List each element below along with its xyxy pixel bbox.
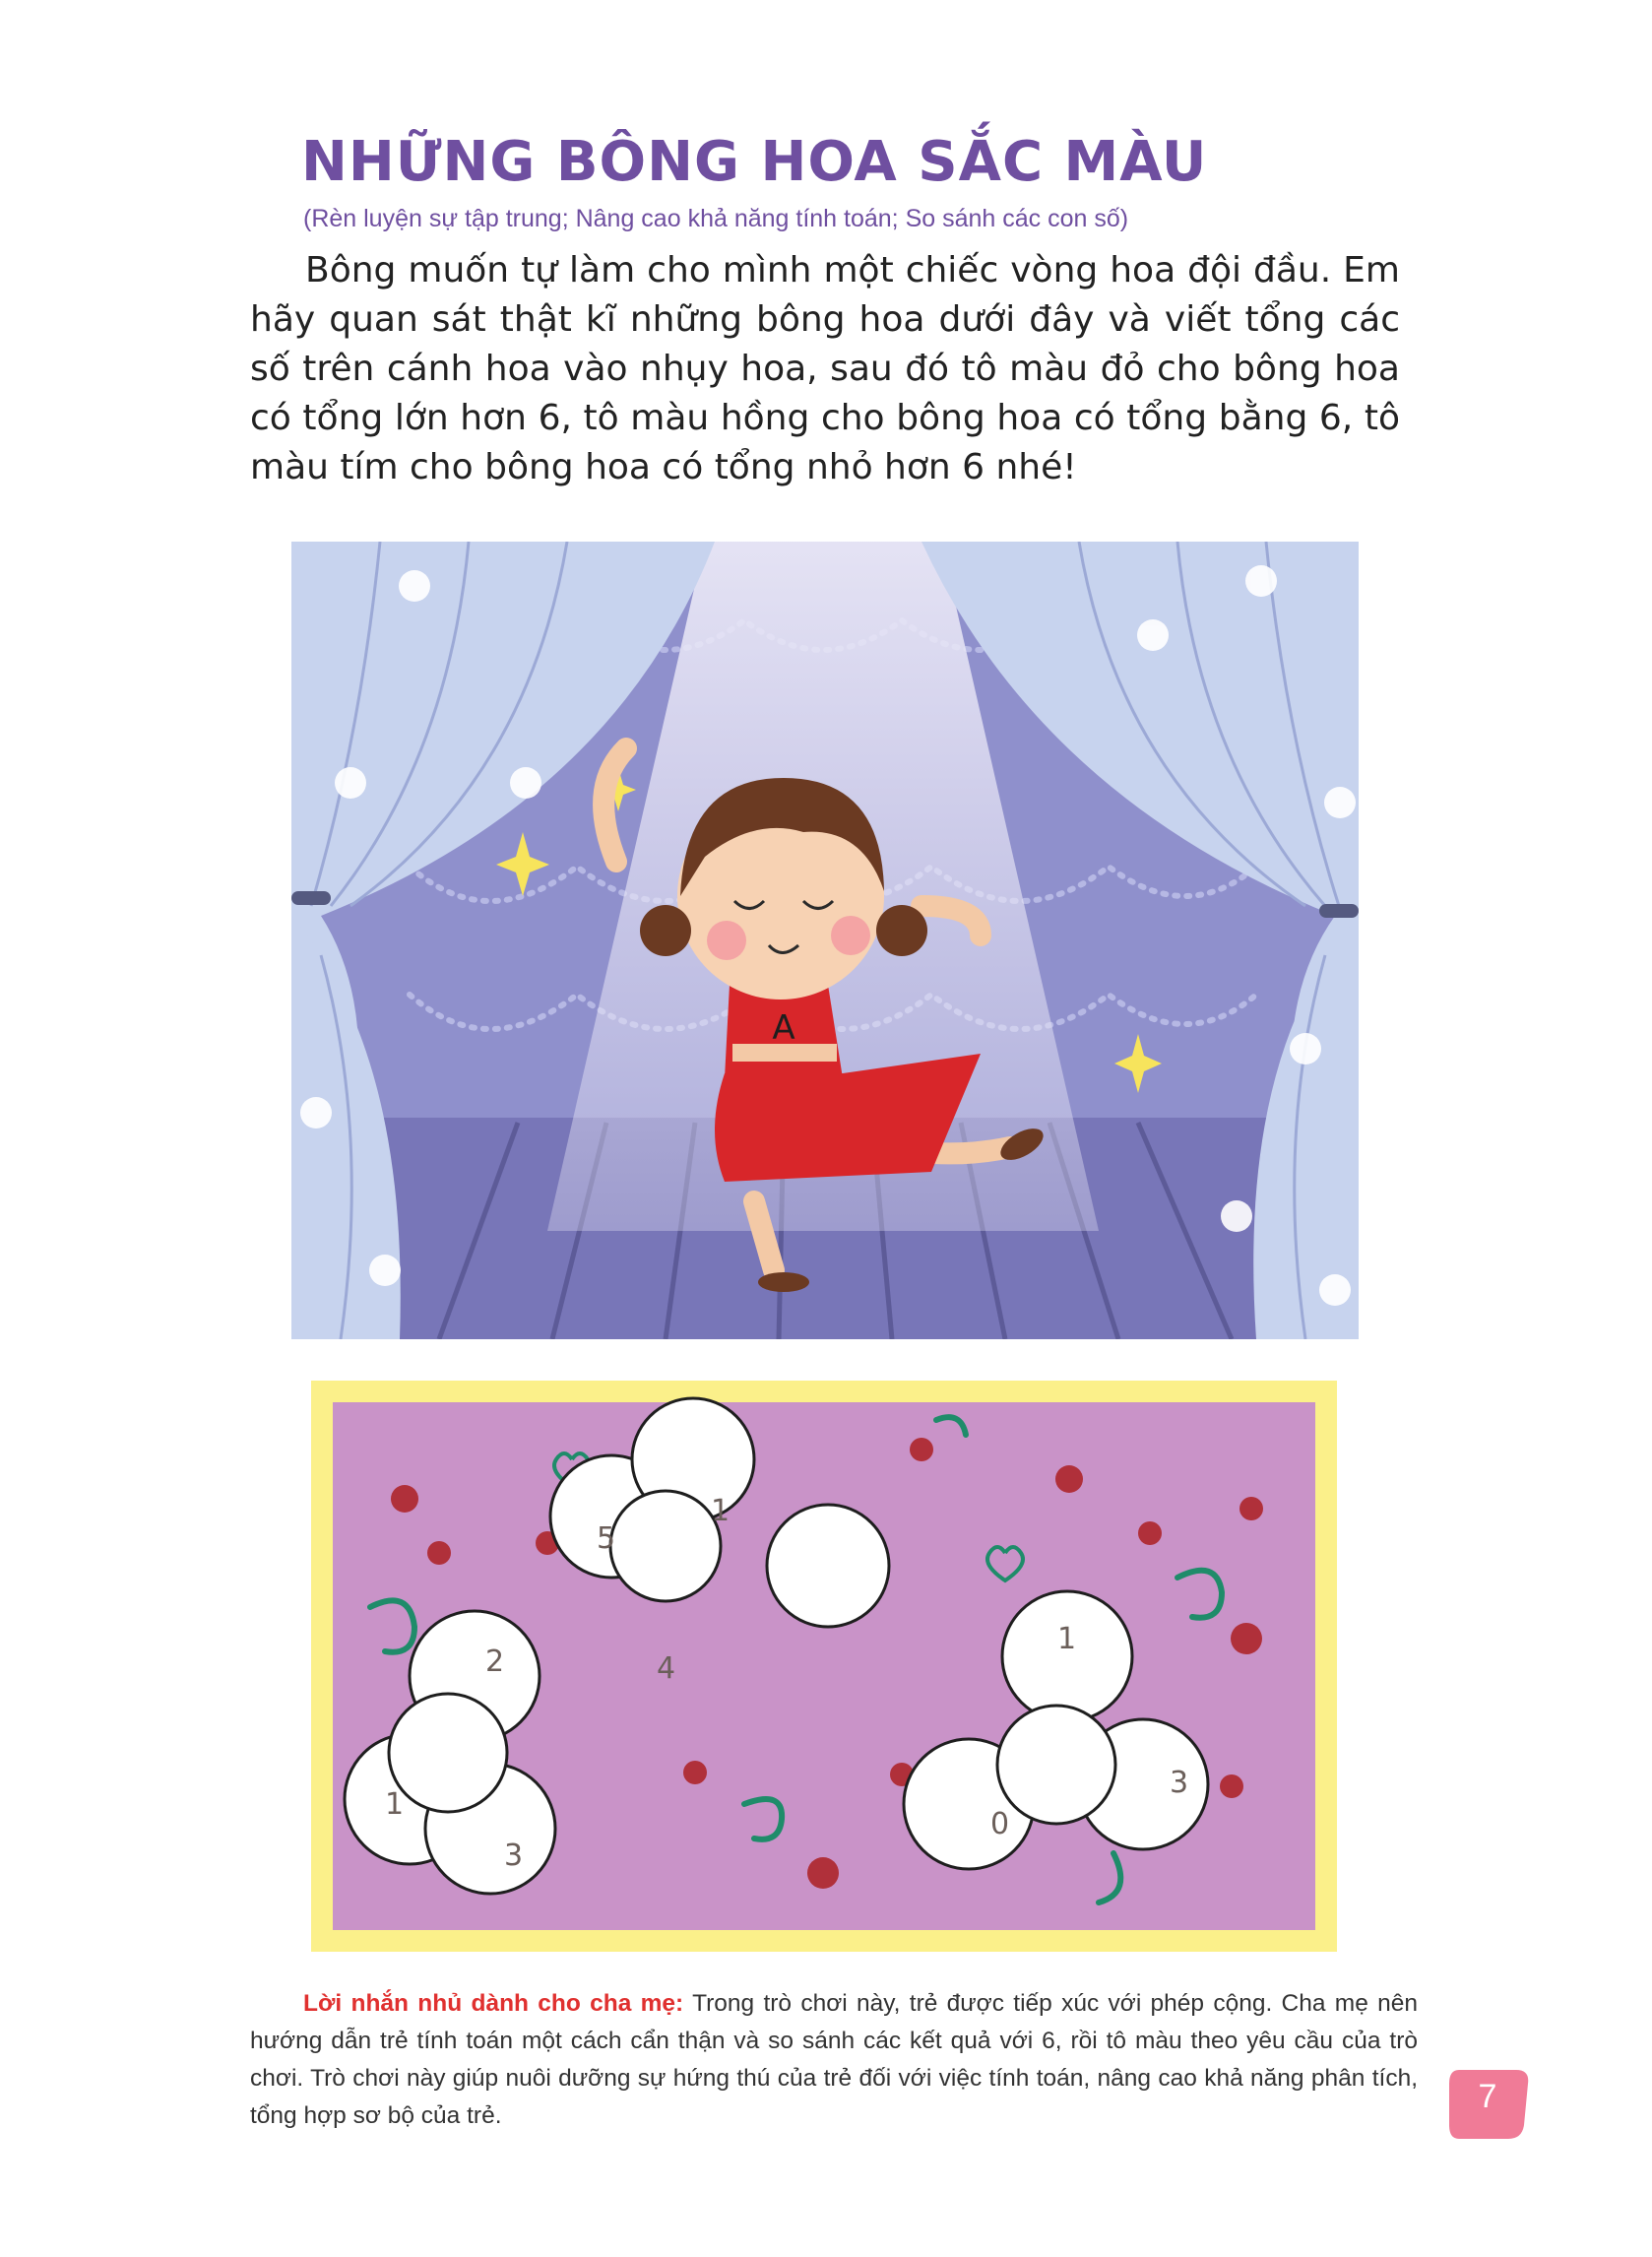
flower-top-center[interactable] bbox=[610, 1491, 721, 1601]
flower-left-petal-1: 2 bbox=[485, 1644, 505, 1679]
parent-note bbox=[250, 1985, 1418, 2135]
flower-left-center[interactable] bbox=[389, 1694, 507, 1812]
flower-right-petal-3: 0 bbox=[990, 1807, 1010, 1841]
shirt-letter: A bbox=[772, 1008, 795, 1048]
flower-right-petal-1: 1 bbox=[1057, 1622, 1077, 1656]
page-number: 7 bbox=[1478, 2078, 1497, 2115]
flower-left-petal-2: 1 bbox=[385, 1787, 405, 1822]
page-title: NHỮNG BÔNG HOA SẮC MÀU bbox=[301, 130, 1208, 194]
flower-top-petal-1: 5 bbox=[597, 1521, 616, 1556]
flower-right-center[interactable] bbox=[997, 1706, 1115, 1824]
flower-top-petal-2: 1 bbox=[711, 1494, 731, 1528]
page-subtitle: (Rèn luyện sự tập trung; Nâng cao khả năng tính toán; So sánh các con số) bbox=[303, 205, 1129, 232]
flower-right-petal-2: 3 bbox=[1170, 1766, 1189, 1800]
parent-note-text: Trong trò chơi này, trẻ được tiếp xúc với phép cộng. Cha mẹ nên hướng dẫn trẻ tính toán một cách cẩn thận và so sánh các kết quả với 6, rồi tô màu theo yêu cầu của trò chơi. Trò chơi này giúp nuôi dưỡng sự hứng thú của trẻ đối với việc tính toán, nâng cao khả năng phân tích, tổng hợp sơ bộ của trẻ. bbox=[250, 1990, 1418, 2129]
parent-note-label: Lời nhắn nhủ dành cho cha mẹ: bbox=[303, 1990, 684, 2017]
flower-left-petal-3: 3 bbox=[504, 1838, 524, 1873]
flower-top-petal-3: 4 bbox=[657, 1651, 676, 1686]
stage-illustration bbox=[291, 542, 1359, 1339]
intro-paragraph: Bông muốn tự làm cho mình một chiếc vòng hoa đội đầu. Em hãy quan sát thật kĩ những bông hoa dưới đây và viết tổng các số trên cánh hoa vào nhụy hoa, sau đó tô màu đỏ cho bông hoa có tổng lớn hơn 6, tô màu hồng cho bông hoa có tổng bằng 6, tô màu tím cho bông hoa có tổng nhỏ hơn 6 nhé! bbox=[250, 250, 1400, 487]
flower-puzzle bbox=[311, 1381, 1337, 1952]
